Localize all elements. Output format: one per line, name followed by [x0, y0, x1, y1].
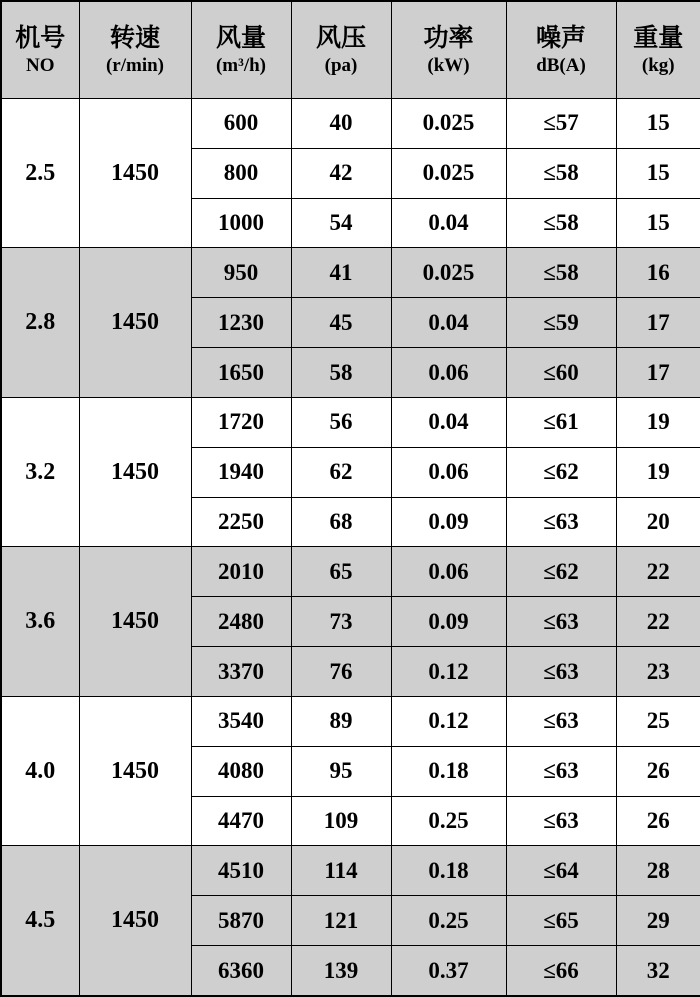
- table-header: [1, 1, 700, 99]
- cell-pressure: 62: [291, 447, 391, 497]
- cell-noise: ≤60: [506, 348, 616, 398]
- cell-pressure: 58: [291, 348, 391, 398]
- cell-weight: 15: [616, 99, 700, 149]
- cell-airflow: 4510: [191, 846, 291, 896]
- cell-model: 2.5: [1, 99, 79, 248]
- header-cell-weight: [616, 1, 700, 99]
- cell-airflow: 800: [191, 148, 291, 198]
- cell-power: 0.04: [391, 397, 506, 447]
- cell-weight: 17: [616, 348, 700, 398]
- cell-power: 0.25: [391, 796, 506, 846]
- cell-pressure: 68: [291, 497, 391, 547]
- header-label-unit: (pa): [324, 54, 358, 76]
- cell-weight: 22: [616, 547, 700, 597]
- cell-speed: 1450: [79, 248, 191, 397]
- table-header-row: [1, 1, 700, 99]
- cell-weight: 16: [616, 248, 700, 298]
- cell-noise: ≤63: [506, 796, 616, 846]
- header-cell-noise: [506, 1, 616, 99]
- cell-power: 0.06: [391, 348, 506, 398]
- cell-noise: ≤63: [506, 647, 616, 697]
- cell-pressure: 65: [291, 547, 391, 597]
- cell-airflow: 1230: [191, 298, 291, 348]
- cell-noise: ≤63: [506, 746, 616, 796]
- cell-pressure: 121: [291, 896, 391, 946]
- header-cell-pressure: [291, 1, 391, 99]
- cell-airflow: 5870: [191, 896, 291, 946]
- cell-pressure: 89: [291, 696, 391, 746]
- table-row: [1, 99, 700, 149]
- cell-weight: 20: [616, 497, 700, 547]
- cell-weight: 32: [616, 946, 700, 996]
- header-label-cn: 转速: [109, 24, 160, 52]
- cell-weight: 29: [616, 896, 700, 946]
- cell-noise: ≤62: [506, 547, 616, 597]
- cell-airflow: 4470: [191, 796, 291, 846]
- cell-power: 0.025: [391, 148, 506, 198]
- cell-airflow: 4080: [191, 746, 291, 796]
- header-label-cn: 功率: [423, 24, 474, 52]
- cell-airflow: 1940: [191, 447, 291, 497]
- cell-airflow: 950: [191, 248, 291, 298]
- cell-weight: 15: [616, 148, 700, 198]
- cell-noise: ≤66: [506, 946, 616, 996]
- cell-weight: 28: [616, 846, 700, 896]
- cell-pressure: 139: [291, 946, 391, 996]
- cell-noise: ≤59: [506, 298, 616, 348]
- cell-weight: 17: [616, 298, 700, 348]
- cell-airflow: 600: [191, 99, 291, 149]
- cell-power: 0.04: [391, 198, 506, 248]
- cell-weight: 26: [616, 746, 700, 796]
- cell-power: 0.09: [391, 597, 506, 647]
- cell-power: 0.09: [391, 497, 506, 547]
- cell-speed: 1450: [79, 846, 191, 996]
- cell-airflow: 1650: [191, 348, 291, 398]
- table-body: [1, 99, 700, 997]
- cell-airflow: 2250: [191, 497, 291, 547]
- table-row: [1, 696, 700, 746]
- cell-pressure: 95: [291, 746, 391, 796]
- cell-noise: ≤63: [506, 497, 616, 547]
- cell-airflow: 3540: [191, 696, 291, 746]
- cell-power: 0.18: [391, 846, 506, 896]
- cell-power: 0.18: [391, 746, 506, 796]
- cell-power: 0.06: [391, 547, 506, 597]
- cell-power: 0.04: [391, 298, 506, 348]
- cell-airflow: 3370: [191, 647, 291, 697]
- header-label-unit: dB(A): [536, 54, 586, 76]
- header-label-cn: 机号: [15, 24, 66, 52]
- cell-noise: ≤58: [506, 148, 616, 198]
- cell-noise: ≤61: [506, 397, 616, 447]
- cell-pressure: 40: [291, 99, 391, 149]
- cell-model: 4.5: [1, 846, 79, 996]
- table-row: [1, 846, 700, 896]
- table-row: [1, 248, 700, 298]
- cell-pressure: 45: [291, 298, 391, 348]
- cell-airflow: 1720: [191, 397, 291, 447]
- cell-weight: 15: [616, 198, 700, 248]
- cell-airflow: 2480: [191, 597, 291, 647]
- cell-pressure: 41: [291, 248, 391, 298]
- cell-speed: 1450: [79, 696, 191, 845]
- cell-noise: ≤65: [506, 896, 616, 946]
- cell-pressure: 114: [291, 846, 391, 896]
- cell-pressure: 76: [291, 647, 391, 697]
- cell-weight: 19: [616, 447, 700, 497]
- cell-weight: 23: [616, 647, 700, 697]
- cell-power: 0.025: [391, 99, 506, 149]
- header-label-cn: 风量: [215, 24, 266, 52]
- cell-power: 0.12: [391, 696, 506, 746]
- cell-pressure: 42: [291, 148, 391, 198]
- cell-airflow: 2010: [191, 547, 291, 597]
- header-cell-airflow: [191, 1, 291, 99]
- header-label-cn: 噪声: [535, 24, 586, 52]
- table-row: [1, 547, 700, 597]
- cell-weight: 26: [616, 796, 700, 846]
- header-label-unit: (m³/h): [215, 54, 267, 76]
- cell-speed: 1450: [79, 547, 191, 696]
- header-cell-speed: [79, 1, 191, 99]
- cell-airflow: 1000: [191, 198, 291, 248]
- header-cell-power: [391, 1, 506, 99]
- cell-pressure: 73: [291, 597, 391, 647]
- cell-power: 0.25: [391, 896, 506, 946]
- header-label-cn: 风压: [315, 24, 366, 52]
- cell-weight: 25: [616, 696, 700, 746]
- cell-noise: ≤64: [506, 846, 616, 896]
- table-row: [1, 397, 700, 447]
- cell-pressure: 54: [291, 198, 391, 248]
- cell-power: 0.025: [391, 248, 506, 298]
- header-label-cn: 重量: [633, 24, 684, 52]
- header-cell-model: [1, 1, 79, 99]
- header-label-unit: NO: [26, 54, 55, 76]
- cell-power: 0.37: [391, 946, 506, 996]
- cell-pressure: 109: [291, 796, 391, 846]
- cell-noise: ≤58: [506, 248, 616, 298]
- cell-noise: ≤57: [506, 99, 616, 149]
- cell-model: 3.2: [1, 397, 79, 546]
- cell-speed: 1450: [79, 397, 191, 546]
- cell-power: 0.12: [391, 647, 506, 697]
- cell-model: 4.0: [1, 696, 79, 845]
- header-label-unit: (r/min): [105, 54, 165, 76]
- cell-noise: ≤58: [506, 198, 616, 248]
- cell-weight: 19: [616, 397, 700, 447]
- cell-airflow: 6360: [191, 946, 291, 996]
- cell-pressure: 56: [291, 397, 391, 447]
- cell-power: 0.06: [391, 447, 506, 497]
- cell-noise: ≤63: [506, 597, 616, 647]
- cell-model: 3.6: [1, 547, 79, 696]
- cell-model: 2.8: [1, 248, 79, 397]
- cell-speed: 1450: [79, 99, 191, 248]
- header-label-unit: (kg): [641, 54, 675, 76]
- cell-noise: ≤62: [506, 447, 616, 497]
- cell-weight: 22: [616, 597, 700, 647]
- cell-noise: ≤63: [506, 696, 616, 746]
- header-label-unit: (kW): [427, 54, 470, 76]
